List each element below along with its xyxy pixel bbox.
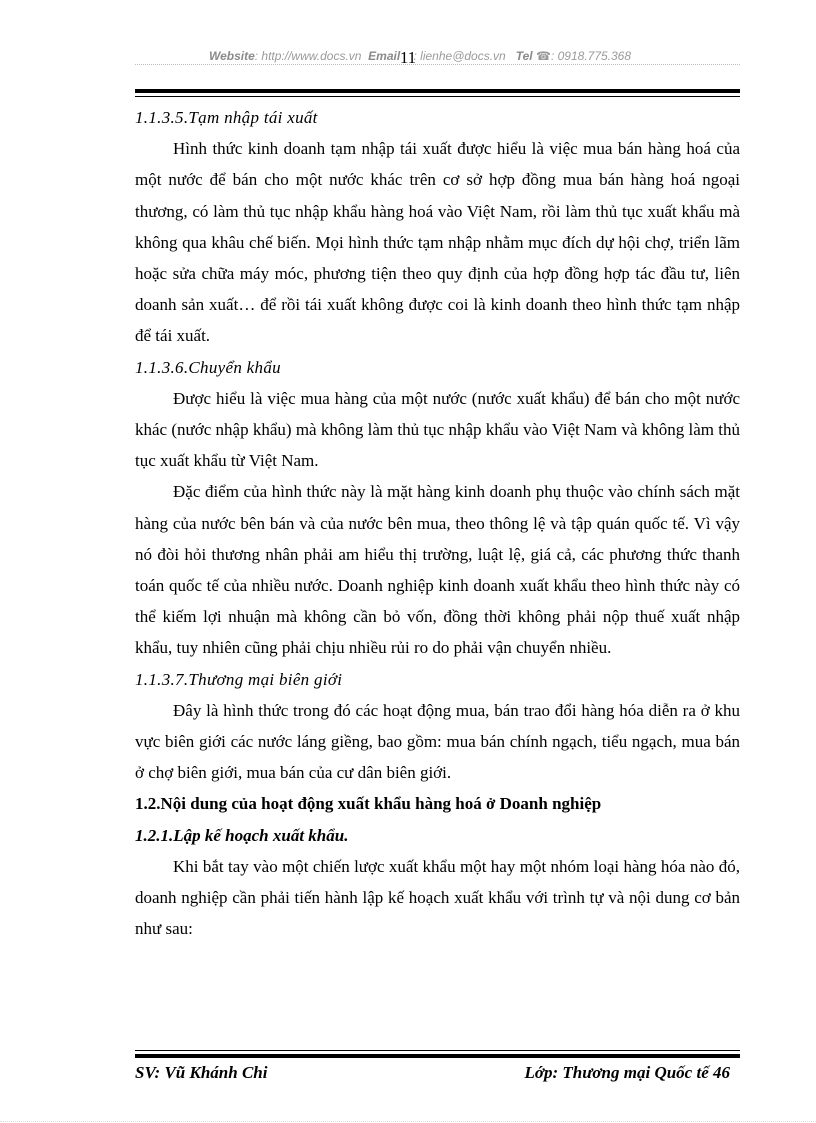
page-number: 11: [399, 48, 417, 67]
website-url: : http://www.docs.vn: [254, 49, 362, 63]
document-body: [135, 102, 740, 944]
header-thin-rule: [135, 96, 740, 97]
heading-1-2: 1.2.Nội dung của hoạt động xuất khẩu hàng hoá ở Doanh nghiệp: [135, 794, 602, 814]
website-label: Website: [208, 49, 255, 63]
tel-value: : 0918.775.368: [550, 49, 632, 63]
paragraph-transit-characteristics: Đặc điểm của hình thức này là mặt hàng kinh doanh phụ thuộc vào chính sách mặt hàng của nước bên bán và của nước bên mua, theo thông lệ và tập quán quốc tế. Vì vậy nó đòi hỏi thương nhân phải am hiểu thị trường, luật lệ, giá cả, các phương thức thanh toán quốc tế của nhiều nước. Doanh nghiệp kinh doanh xuất khẩu theo hình thức này có thể kiếm lợi nhuận mà không cần bỏ vốn, đồng thời không phải nộp thuế xuất nhập khẩu, tuy nhiên cũng phải chịu nhiều rủi ro do phải vận chuyển nhiều.: [135, 482, 740, 658]
footer-thin-rule: [135, 1050, 740, 1051]
paragraph-transit-definition: Được hiểu là việc mua hàng của một nước (nước xuất khẩu) để bán cho một nước khác (nước nhập khẩu) mà không làm thủ tục nhập khẩu vào Việt Nam và không làm thủ tục xuất khẩu từ Việt Nam.: [135, 388, 740, 471]
paragraph-temporary-import-reexport: Hình thức kinh doanh tạm nhập tái xuất được hiểu là việc mua bán hàng hoá của một nước để bán cho một nước khác trên cơ sở hợp đồng mua bán hàng hoá ngoại thương, có làm thủ tục nhập khẩu hàng hoá vào Việt Nam, rồi làm thủ tục xuất khẩu mà không qua khâu chế biến. Mọi hình thức tạm nhập nhằm mục đích dự hội chợ, triển lãm hoặc sửa chữa máy móc, phương tiện theo quy định của hợp đồng hợp tác đầu tư, liên doanh sản xuất… để rồi tái xuất không được coi là kinh doanh theo hình thức tạm nhập để tái xuất.: [135, 139, 740, 346]
footer-student-name: SV: Vũ Khánh Chi: [135, 1063, 268, 1082]
paragraph-border-trade: Đây là hình thức trong đó các hoạt động mua, bán trao đổi hàng hóa diễn ra ở khu vực biên giới các nước láng giềng, bao gồm: mua bán chính ngạch, tiểu ngạch, mua bán ở chợ biên giới, mua bán của cư dân biên giới.: [135, 700, 740, 783]
header-dotted-divider: [135, 64, 740, 65]
heading-1-1-3-6: 1.1.3.6.Chuyển khẩu: [135, 357, 281, 377]
footer-class-name: Lớp: Thương mại Quốc tế 46: [524, 1063, 730, 1082]
phone-icon: ☎: [536, 49, 551, 63]
bottom-dotted-divider: [0, 1121, 816, 1122]
heading-1-1-3-7: 1.1.3.7.Thương mại biên giới: [135, 669, 343, 689]
heading-1-2-1: 1.2.1.Lập kế hoạch xuất khẩu.: [135, 825, 349, 845]
email-label: Email: [368, 49, 401, 63]
tel-label: Tel: [515, 49, 533, 63]
page-footer: [135, 1060, 740, 1086]
footer-thick-rule: [135, 1054, 740, 1058]
heading-1-1-3-5: 1.1.3.5.Tạm nhập tái xuất: [135, 108, 318, 127]
header-thick-rule: [135, 89, 740, 93]
email-value: : lienhe@docs.vn: [413, 49, 506, 63]
paragraph-export-planning: Khi bắt tay vào một chiến lược xuất khẩu một hay một nhóm loại hàng hóa nào đó, doanh nghiệp cần phải tiến hành lập kế hoạch xuất khẩu với trình tự và nội dung cơ bản như sau:: [135, 856, 740, 939]
